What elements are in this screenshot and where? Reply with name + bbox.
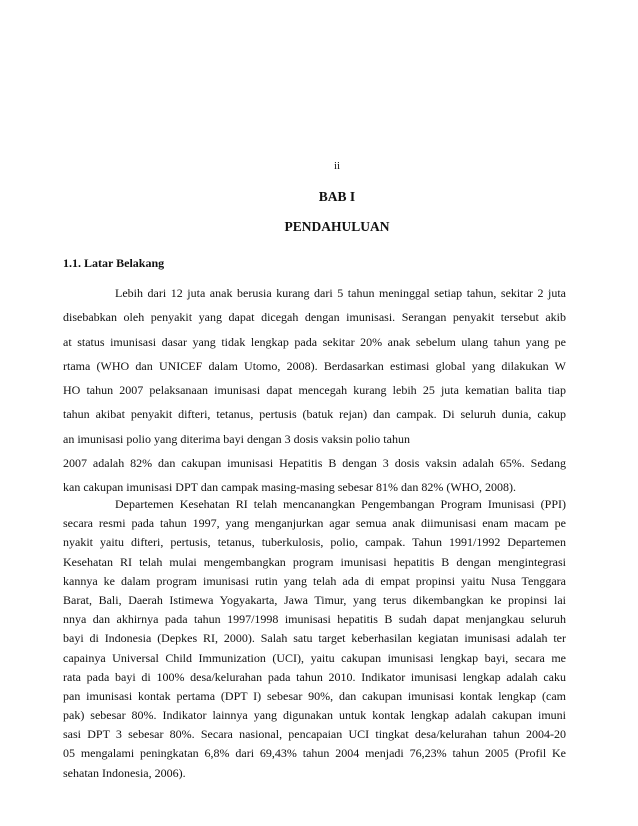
- paragraph-latar-belakang-2: [63, 495, 566, 783]
- paragraph-line: nyakit yaitu difteri, pertusis, tetanus, tuberkulosis, polio, campak. Tahun 1991/1992 Departemen: [63, 535, 566, 550]
- chapter-number: BAB I: [318, 189, 356, 204]
- paragraph-line: sasi DPT 3 sebesar 80%. Secara nasional, pencapaian UCI tingkat desa/kelurahan tahun 2004-20: [63, 727, 566, 742]
- section-heading: 1.1. Latar Belakang: [63, 256, 165, 270]
- paragraph-line: kan cakupan imunisasi DPT dan campak masing-masing sebesar 81% dan 82% (WHO, 2008).: [63, 480, 517, 495]
- paragraph-line: 2007 adalah 82% dan cakupan imunisasi Hepatitis B dengan 3 dosis vaksin adalah 65%. Sedang: [63, 456, 566, 471]
- paragraph-line: Kesehatan RI telah mulai mengembangkan program imunisasi hepatitis B dengan mengintegrasi: [63, 554, 566, 569]
- paragraph-line: kannya ke dalam program imunisasi rutin yang telah ada di empat propinsi yaitu Nusa Tenggara: [63, 573, 566, 588]
- paragraph-line: rata pada bayi di 100% desa/kelurahan pada tahun 2010. Indikator imunisasi lengkap adalah caku: [63, 669, 566, 684]
- paragraph-line: nnya dan akhirnya pada tahun 1997/1998 imunisasi hepatitis B sudah dapat menjangkau seluruh: [63, 612, 566, 627]
- paragraph-line: Departemen Kesehatan RI telah mencanangkan Pengembangan Program Imunisasi (PPI): [115, 497, 566, 511]
- paragraph-line: secara resmi pada tahun 1997, yang menganjurkan agar semua anak diimunisasi enam macam pe: [63, 516, 566, 531]
- paragraph-line: 05 mengalami peningkatan 6,8% dari 69,43% tahun 2004 menjadi 76,23% tahun 2005 (Profil Ke: [63, 746, 566, 761]
- paragraph-line: sehatan Indonesia, 2006).: [63, 765, 186, 780]
- paragraph-line: rtama (WHO dan UNICEF dalam Utomo, 2008). Berdasarkan estimasi global yang dilakukan W: [63, 358, 566, 373]
- paragraph-line: pan imunisasi kontak pertama (DPT I) sebesar 90%, dan cakupan imunisasi kontak lengkap (cam: [63, 688, 566, 703]
- paragraph-line: HO tahun 2007 pelaksanaan imunisasi dapat mencegah kurang lebih 25 juta kematian balita tiap: [63, 383, 566, 398]
- paragraph-line: an imunisasi polio yang diterima bayi dengan 3 dosis vaksin polio tahun: [63, 431, 410, 446]
- paragraph-line: bayi di Indonesia (Depkes RI, 2000). Salah satu target keberhasilan kegiatan imunisasi adalah ter: [63, 631, 566, 646]
- paragraph-line: Lebih dari 12 juta anak berusia kurang dari 5 tahun meninggal setiap tahun, sekitar 2 juta: [115, 286, 566, 300]
- paragraph-line: at status imunisasi dasar yang tidak lengkap pada sekitar 20% anak sebelum ulang tahun yang pe: [63, 334, 566, 349]
- paragraph-line: Barat, Bali, Daerah Istimewa Yogyakarta, Jawa Timur, yang terus dikembangkan ke propinsi lai: [63, 592, 566, 607]
- paragraph-line: pak) sebesar 80%. Indikator lainnya yang digunakan untuk kontak lengkap adalah cakupan imuni: [63, 708, 566, 723]
- paragraph-line: tahun akibat penyakit difteri, tetanus, pertusis (batuk rejan) dan campak. Di seluruh dunia, cakup: [63, 407, 566, 422]
- page-number: ii: [333, 160, 341, 172]
- paragraph-latar-belakang-1: [63, 281, 566, 500]
- paragraph-line: capainya Universal Child Immunization (UCI), yaitu cakupan imunisasi lengkap bayi, secara me: [63, 650, 566, 665]
- chapter-title: PENDAHULUAN: [284, 219, 390, 234]
- paragraph-line: disebabkan oleh penyakit yang dapat dicegah dengan imunisasi. Serangan penyakit tersebut akib: [63, 310, 566, 325]
